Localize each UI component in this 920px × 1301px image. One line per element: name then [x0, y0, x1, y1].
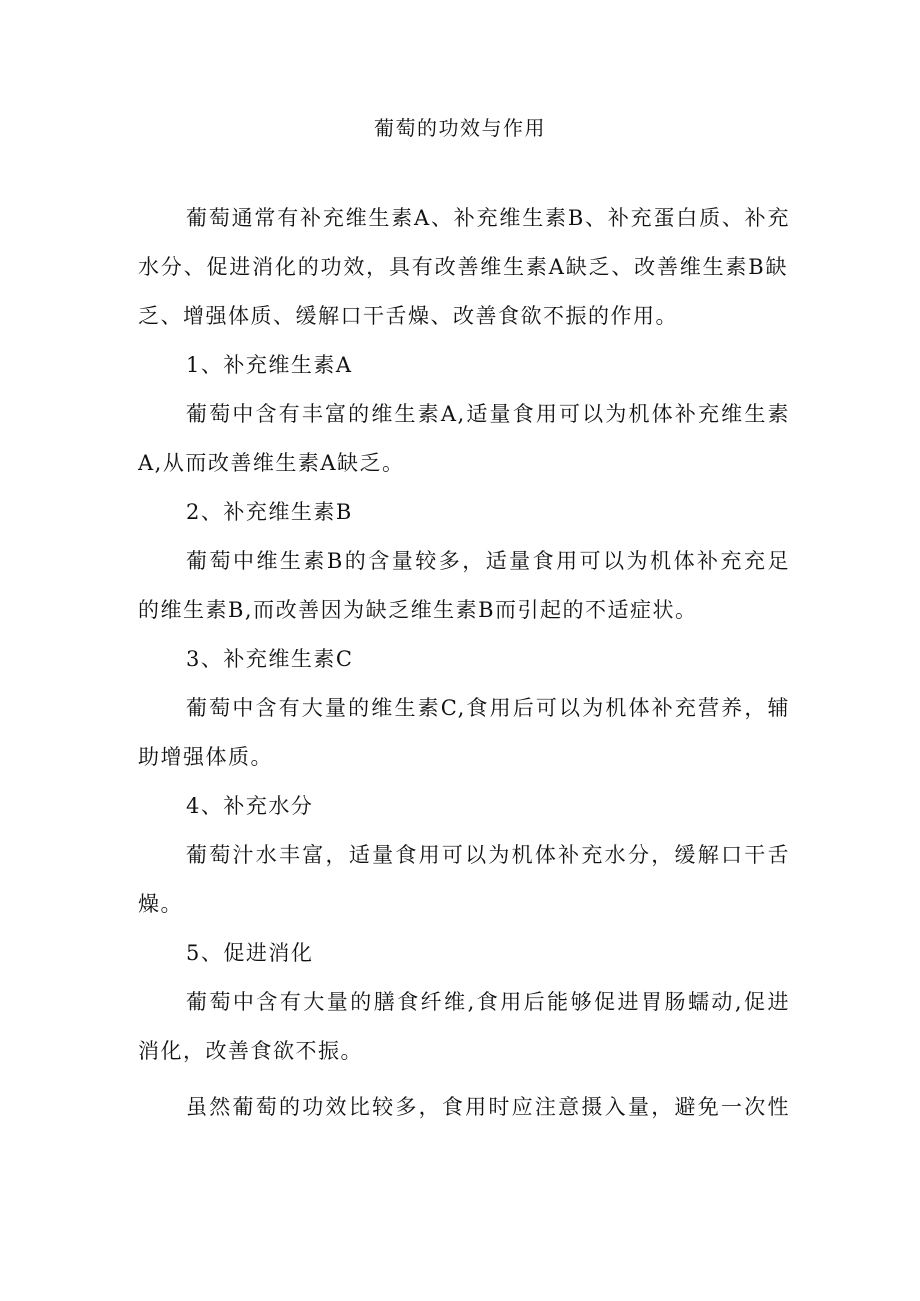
intro-line-1: 葡萄通常有补充维生素A、补充维生素B、补充蛋白质、补充 [186, 206, 790, 230]
section-3-line-1: 葡萄中含有大量的维生素C,食用后可以为机体补充营养，辅 [186, 696, 790, 720]
intro-line-2: 水分、促进消化的功效，具有改善维生素A缺乏、改善维生素B缺 [138, 255, 788, 279]
section-5-line-1: 葡萄中含有大量的膳食纤维,食用后能够促进胃肠蠕动,促进 [186, 990, 790, 1014]
section-2-line-2: 的维生素B,而改善因为缺乏维生素B而引起的不适症状。 [138, 598, 698, 622]
intro-line-3: 乏、增强体质、缓解口干舌燥、改善食欲不振的作用。 [138, 304, 678, 328]
section-2-line-1: 葡萄中维生素B的含量较多，适量食用可以为机体补充充足 [186, 549, 790, 573]
closing-line-1: 虽然葡萄的功效比较多，食用时应注意摄入量，避免一次性 [186, 1095, 790, 1119]
section-heading-4: 4、补充水分 [186, 794, 314, 818]
section-3-line-2: 助增强体质。 [138, 745, 273, 769]
section-4-line-2: 燥。 [138, 892, 183, 916]
section-heading-1: 1、补充维生素A [186, 353, 353, 377]
page-title: 葡萄的功效与作用 [374, 116, 546, 140]
section-heading-5: 5、促进消化 [186, 941, 314, 965]
section-4-line-1: 葡萄汁水丰富，适量食用可以为机体补充水分，缓解口干舌 [186, 843, 790, 867]
section-1-line-1: 葡萄中含有丰富的维生素A,适量食用可以为机体补充维生素 [186, 402, 790, 426]
section-5-line-2: 消化，改善食欲不振。 [138, 1039, 363, 1063]
section-heading-3: 3、补充维生素C [186, 647, 354, 671]
section-heading-2: 2、补充维生素B [186, 500, 353, 524]
section-1-line-2: A,从而改善维生素A缺乏。 [138, 451, 405, 475]
